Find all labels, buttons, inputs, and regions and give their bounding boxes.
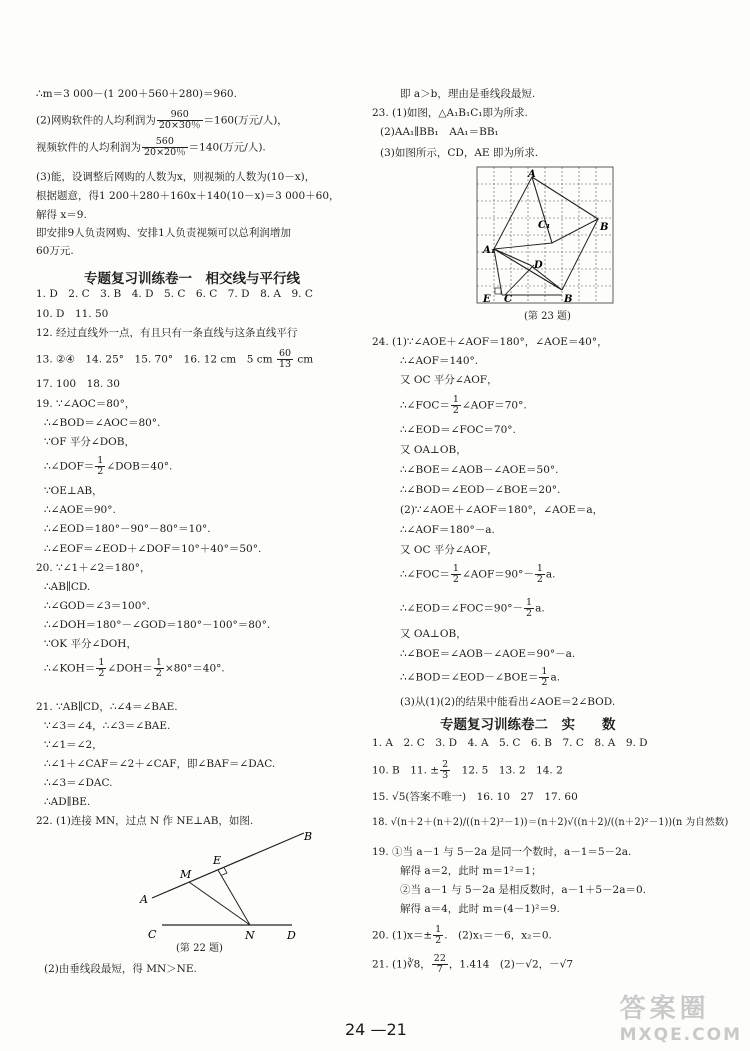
answer-line: 13. ②④ 14. 25° 15. 70° 16. 12 cm 5 cm $\frac{60}{13}$ cm [36, 348, 314, 370]
text-line: ∴∠EOD＝∠FOC＝70°. [400, 424, 516, 436]
text-line: ∴∠BOD＝∠EOD－∠BOE＝20°. [400, 484, 561, 496]
text-line: 19. ①当 a－1 与 5－2a 是同一个数时，a－1＝5－2a. [372, 846, 632, 858]
text-line: ∴∠EOD＝180°－90°－80°＝10°. [44, 523, 211, 535]
answer-line: 12. 经过直线外一点，有且只有一条直线与这条直线平行 [36, 327, 298, 339]
text-line: (3)能，设调整后网购的人数为x，则视频的人数为(10－x)， [36, 171, 316, 183]
text-line: (2)网购软件的人均利润为 $\frac{960}{20\times 30\%}$ ＝160(万元/人)， [36, 109, 288, 131]
text-line: 即安排9人负责网购、安排1人负责视频可以总利润增加 [36, 227, 291, 239]
text-line: 即 a＞b，理由是垂线段最短. [400, 88, 536, 100]
text-line: ∴∠1＋∠CAF＝∠2＋∠CAF，即∠BAF＝∠DAC. [44, 758, 276, 770]
fraction: $\frac{960}{20\times 30\%}$ [158, 109, 201, 131]
label-B: B [304, 830, 313, 843]
label-A: A [140, 893, 148, 906]
text-line: 解得 a＝4，此时 m＝(4－1)²＝9. [400, 903, 560, 915]
text-line: 20. ∵∠1＋∠2＝180°， [36, 562, 151, 574]
text-line: 又 OA⊥OB， [400, 444, 467, 456]
text-line: ∴∠AOF＝140°. [400, 355, 479, 367]
text-line: 22. (1)连接 MN，过点 N 作 NE⊥AB，如图. [36, 815, 254, 827]
fraction: $\frac{2}{3}$ [442, 759, 449, 781]
section-title: 专题复习训练卷二 实 数 [440, 717, 616, 733]
text-line: ∴∠BOD＝∠EOD－∠BOE＝ $\frac{1}{2}$ a. [400, 666, 561, 688]
fraction: $\frac{60}{13}$ [278, 348, 292, 370]
page-number: 24 —21 [345, 1020, 407, 1039]
figure-caption: (第 22 题) [176, 943, 223, 954]
fraction: $\frac{560}{20\times 20\%}$ [144, 136, 186, 158]
text-line: ∴AD∥BE. [44, 796, 91, 808]
watermark-logo: 答案圈 MXQE.COM [619, 994, 742, 1045]
text-line: ∴∠BOE＝∠AOB－∠AOE＝50°. [400, 464, 559, 476]
text-line: ∴∠AOF＝180°－a. [400, 524, 495, 536]
label-M: M [180, 868, 192, 881]
text-line: 又 OC 平分∠AOF， [400, 544, 498, 556]
text-line: 视频软件的人均利润为 $\frac{560}{20\times 20\%}$ ＝140(万元/人). [36, 136, 266, 158]
text-line: ∴∠BOD＝∠AOC＝80°. [44, 417, 161, 429]
text-line: (3)从(1)(2)的结果中能看出∠AOE＝2∠BOD. [400, 696, 616, 708]
text-line: ∴∠GOD＝∠3＝100°. [44, 600, 150, 612]
text-line: ∴AB∥CD. [44, 581, 91, 593]
label-B: B [600, 222, 609, 233]
answer-line: 18. √(n＋2＋(n＋2)/((n＋2)²－1))＝(n＋2)√((n＋2)/((n＋2)²－1))(n 为自然数) [372, 817, 729, 828]
answer-line: 15. √5(答案不唯一) 16. 10 27 17. 60 [372, 791, 578, 803]
fraction: $\frac{1}{2}$ [98, 657, 105, 679]
text-line: ∴∠FOC＝ $\frac{1}{2}$ ∠AOF＝90°－ $\frac{1}{2}$ a. [400, 563, 556, 585]
figure-caption: (第 23 题) [524, 311, 571, 322]
label-D: D [287, 929, 296, 942]
answer-line: 20. (1)x＝± $\frac{1}{2}$ . (2)x₁＝－6，x₂＝0. [372, 924, 552, 946]
answer-line: 1. A 2. C 3. D 4. A 5. C 6. B 7. C 8. A 9. D [372, 737, 648, 749]
label-C1: C₁ [538, 220, 551, 231]
text-line: ∴∠EOD＝∠FOC＝90°－ $\frac{1}{2}$ a. [400, 597, 545, 619]
text-line: 23. (1)如图，△A₁B₁C₁即为所求. [372, 107, 528, 119]
text-line: ∴∠AOE＝90°. [44, 504, 116, 516]
text-line: (2)∵∠AOE＋∠AOF＝180°，∠AOE＝a， [400, 504, 604, 516]
text-line: 24. (1)∵∠AOE＋∠AOF＝180°，∠AOE＝40°， [372, 336, 608, 348]
label-N: N [245, 929, 255, 942]
fraction: $\frac{1}{2}$ [541, 666, 548, 688]
fraction: $\frac{22}{7}$ [433, 953, 446, 975]
text-line: (2)由垂线段最短，得 MN＞NE. [44, 963, 197, 975]
text-line: 60万元. [36, 245, 74, 257]
figure-22 [132, 828, 332, 946]
text-line: 根据题意，得1 200＋280＋160x＋140(10－x)＝3 000＋60， [36, 190, 340, 202]
answer-line: 17. 100 18. 30 [36, 378, 120, 390]
text-line: ∵OK 平分∠DOH， [44, 638, 137, 650]
text-line: ∴m＝3 000－(1 200＋560＋280)＝960. [36, 88, 237, 100]
label-C: C [148, 928, 157, 941]
section-title: 专题复习训练卷一 相交线与平行线 [84, 271, 300, 287]
fraction: $\frac{1}{2}$ [536, 563, 543, 585]
text-line: (2)AA₁∥BB₁ AA₁＝BB₁ [380, 126, 499, 138]
text-line: 解得 x＝9. [36, 209, 87, 221]
text-line: ∴∠3＝∠DAC. [44, 777, 113, 789]
text-line: ∵∠1＝∠2， [44, 739, 103, 751]
label-D: D [534, 260, 543, 271]
text-line: ∴∠FOC＝ $\frac{1}{2}$ ∠AOF＝70°. [400, 394, 527, 416]
label-E: E [213, 854, 222, 867]
label-A1: A₁ [483, 245, 496, 256]
answer-line: 21. (1)∛8， $\frac{22}{7}$ ，1.414 (2)－√2，－√7 [372, 953, 574, 975]
text-line: 又 OA⊥OB， [400, 628, 467, 640]
text-line: 又 OC 平分∠AOF， [400, 374, 498, 386]
label-E: E [483, 294, 491, 305]
text-line: ∴∠DOH＝180°－∠GOD＝180°－100°＝80°. [44, 619, 271, 631]
text-line: ②当 a－1 与 5－2a 是相反数时，a－1＋5－2a＝0. [400, 884, 646, 896]
fraction: $\frac{1}{2}$ [526, 597, 533, 619]
text-line: ∵∠3＝∠4，∴∠3＝∠BAE. [44, 720, 171, 732]
label-C: C [504, 294, 512, 305]
label-A: A [528, 169, 536, 180]
fraction: $\frac{1}{2}$ [452, 394, 459, 416]
text-line: ∴∠BOE＝∠AOB－∠AOE＝90°－a. [400, 648, 576, 660]
text-line: (3)如图所示，CD，AE 即为所求. [380, 147, 539, 159]
text-line: 21. ∵AB∥CD，∴∠4＝∠BAE. [36, 701, 178, 713]
text-line: ∴∠KOH＝ $\frac{1}{2}$ ∠DOH＝ $\frac{1}{2}$ ×80°＝40°. [44, 657, 225, 679]
answer-line: 10. D 11. 50 [36, 308, 109, 320]
text-line: ∴∠EOF＝∠EOD＋∠DOF＝10°＋40°＝50°. [44, 543, 262, 555]
text-line: 解得 a＝2，此时 m＝1²＝1； [400, 865, 542, 877]
text-line: 19. ∵∠AOC＝80°， [36, 398, 136, 410]
fraction: $\frac{1}{2}$ [452, 563, 459, 585]
label-B1: B [564, 294, 573, 305]
figure-23-grid [474, 164, 616, 306]
fraction: $\frac{1}{2}$ [97, 455, 104, 477]
answer-line: 10. B 11. ± $\frac{2}{3}$ 12. 5 13. 2 14. 2 [372, 759, 563, 781]
text-line: ∵OE⊥AB， [44, 485, 103, 497]
text-line: ∴∠DOF＝ $\frac{1}{2}$ ∠DOB＝40°. [44, 455, 173, 477]
answer-line: 1. D 2. C 3. B 4. D 5. C 6. C 7. D 8. A 9. C [36, 288, 313, 300]
fraction: $\frac{1}{2}$ [435, 924, 442, 946]
fraction: $\frac{1}{2}$ [155, 657, 162, 679]
text-line: ∵OF 平分∠DOB， [44, 436, 135, 448]
